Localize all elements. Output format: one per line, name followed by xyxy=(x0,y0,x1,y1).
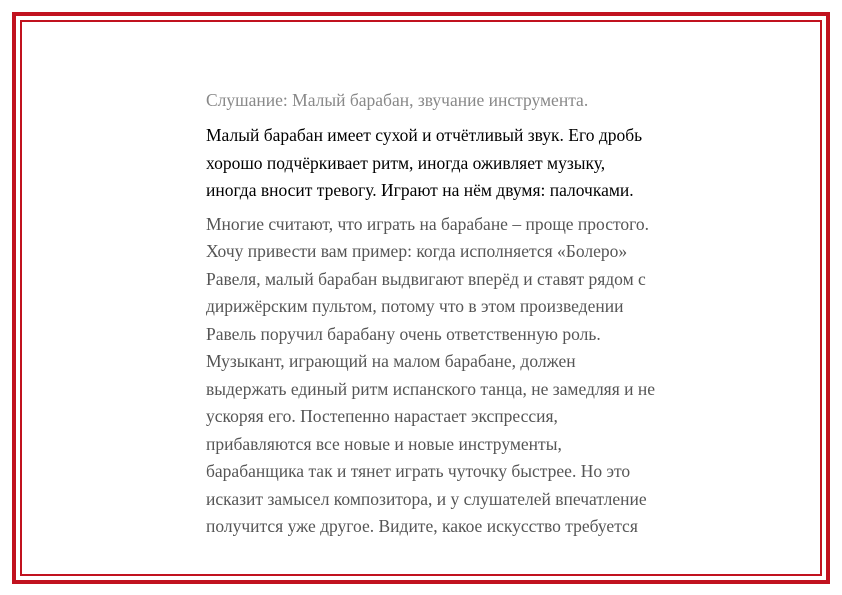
lead-line: иногда вносит тревогу. Играют на нём двумя: палочками. xyxy=(206,180,634,200)
body-line: Равеля, малый барабан выдвигают вперёд и ставят рядом с xyxy=(206,268,646,289)
body-line: прибавляются все новые и новые инструменты, xyxy=(206,433,562,454)
lead-line: хорошо подчёркивает ритм, иногда оживляет музыку, xyxy=(206,152,606,173)
slide-heading: Слушание: Малый барабан, звучание инструмента. xyxy=(206,90,589,110)
lead-line: Малый барабан имеет сухой и отчётливый звук. Его дробь xyxy=(206,125,643,145)
body-line: исказит замысел композитора, и у слушателей впечатление xyxy=(206,488,647,509)
body-line: Музыкант, играющий на малом барабане, должен xyxy=(206,351,576,371)
slide-content xyxy=(206,88,726,541)
body-paragraph xyxy=(206,211,726,541)
body-line: ускоряя его. Постепенно нарастает экспрессия, xyxy=(206,406,558,426)
body-line: барабанщика так и тянет играть чуточку быстрее. Но это xyxy=(206,461,631,481)
body-line: получится уже другое. Видите, какое искусство требуется xyxy=(206,516,638,536)
body-line: Равель поручил барабану очень ответственную роль. xyxy=(206,323,601,344)
lead-paragraph xyxy=(206,122,726,205)
body-line: дирижёрским пультом, потому что в этом произведении xyxy=(206,296,624,316)
body-line: выдержать единый ритм испанского танца, не замедляя и не xyxy=(206,378,656,399)
body-line: Хочу привести вам пример: когда исполняется «Болеро» xyxy=(206,241,628,261)
body-line: Многие считают, что играть на барабане – проще простого. xyxy=(206,213,650,234)
